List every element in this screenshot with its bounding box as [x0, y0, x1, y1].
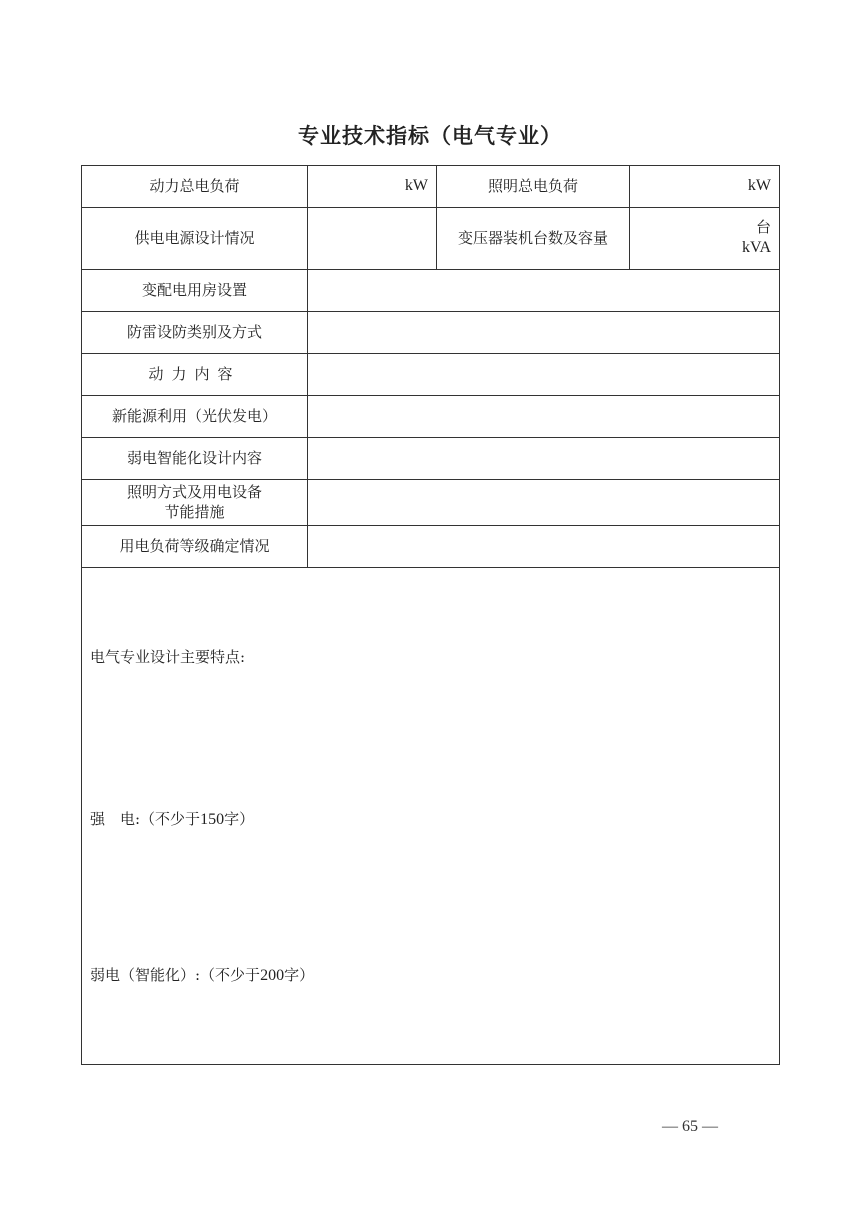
- table-row: [82, 312, 780, 354]
- table-row-notes: [82, 568, 780, 1065]
- power-supply-field[interactable]: [308, 208, 437, 270]
- lighting-load-unit: kW: [747, 177, 771, 195]
- transformer-label: 变压器装机台数及容量: [437, 208, 630, 270]
- substation-room-label: 变配电用房设置: [82, 270, 308, 312]
- page-number: — 65 —: [662, 1118, 718, 1135]
- power-content-field[interactable]: [308, 354, 780, 396]
- strong-current-suffix: 字）: [224, 810, 255, 829]
- lighting-energy-saving-label-line2: 节能措施: [164, 502, 225, 521]
- strong-current-prefix: 强 电:（不少于: [90, 810, 201, 829]
- power-load-field[interactable]: [308, 166, 437, 208]
- new-energy-label: 新能源利用（光伏发电）: [82, 396, 308, 438]
- page-title: 专业技术指标（电气专业）: [298, 124, 562, 148]
- table-row-loads: [82, 166, 780, 208]
- lighting-load-label: 照明总电负荷: [437, 166, 630, 208]
- power-content-label: 动力内容: [82, 354, 308, 396]
- table-row: [82, 526, 780, 568]
- weak-current-count: 200: [260, 967, 285, 985]
- transformer-field[interactable]: [630, 208, 780, 270]
- power-load-label: 动力总电负荷: [82, 166, 308, 208]
- table-row-supply: [82, 208, 780, 270]
- design-notes-heading: 电气专业设计主要特点:: [90, 647, 246, 666]
- electrical-spec-table: [81, 165, 780, 1065]
- table-row: [82, 270, 780, 312]
- lighting-energy-saving-field[interactable]: [308, 480, 780, 526]
- low-voltage-intelligent-label: 弱电智能化设计内容: [82, 438, 308, 480]
- strong-current-count: 150: [200, 811, 225, 829]
- lighting-energy-saving-label: [82, 480, 308, 526]
- load-grade-field[interactable]: [308, 526, 780, 568]
- low-voltage-intelligent-field[interactable]: [308, 438, 780, 480]
- weak-current-suffix: 字）: [284, 966, 315, 985]
- strong-current-prompt: [90, 810, 771, 831]
- weak-current-prefix: 弱电（智能化）:（不少于: [90, 966, 261, 985]
- lighting-load-field[interactable]: [630, 166, 780, 208]
- lighting-energy-saving-label-line1: 照明方式及用电设备: [126, 483, 262, 501]
- table-row: [82, 354, 780, 396]
- table-row: [82, 480, 780, 526]
- table-row: [82, 396, 780, 438]
- transformer-count-unit: 台: [755, 218, 771, 237]
- design-notes-area[interactable]: [82, 568, 780, 1065]
- power-load-unit: kW: [404, 177, 428, 195]
- transformer-capacity-unit: kVA: [741, 238, 771, 256]
- lightning-protection-label: 防雷设防类别及方式: [82, 312, 308, 354]
- table-row: [82, 438, 780, 480]
- weak-current-prompt: [90, 966, 771, 987]
- load-grade-label: 用电负荷等级确定情况: [82, 526, 308, 568]
- lightning-protection-field[interactable]: [308, 312, 780, 354]
- new-energy-field[interactable]: [308, 396, 780, 438]
- substation-room-field[interactable]: [308, 270, 780, 312]
- power-supply-label: 供电电源设计情况: [82, 208, 308, 270]
